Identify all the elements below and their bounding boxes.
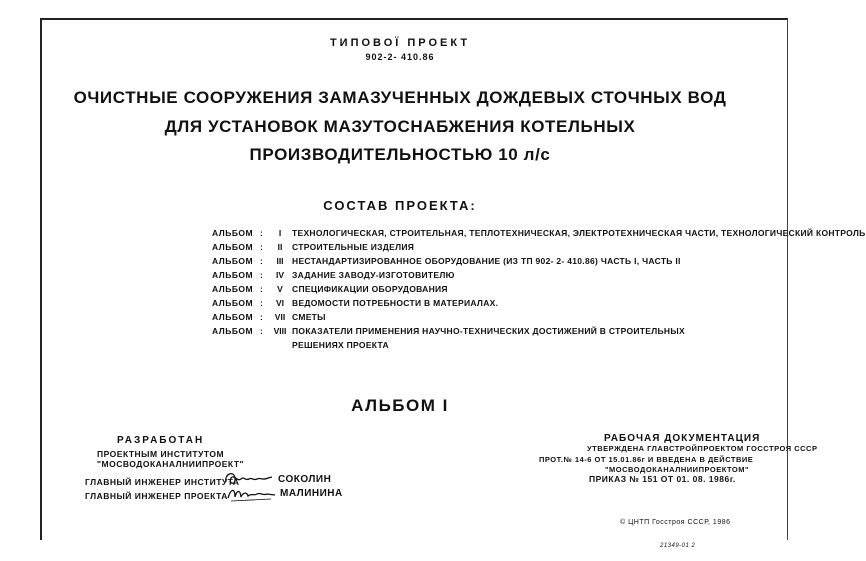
album-word: АЛЬБОМ (212, 312, 254, 322)
album-colon: : (260, 242, 263, 252)
album-number: I (278, 228, 282, 238)
working-docs-line-4: ПРИКАЗ № 151 ОТ 01. 08. 1986г. (589, 474, 736, 484)
album-description: СТРОИТЕЛЬНЫЕ ИЗДЕЛИЯ (292, 242, 415, 252)
album-number: V (277, 284, 283, 294)
album-word: АЛЬБОМ (212, 284, 254, 294)
album-description: ПОКАЗАТЕЛИ ПРИМЕНЕНИЯ НАУЧНО-ТЕХНИЧЕСКИХ ДОСТИЖЕНИЙ В СТРОИТЕЛЬНЫХ (292, 326, 685, 336)
album-description: ЗАДАНИЕ ЗАВОДУ-ИЗГОТОВИТЕЛЮ (292, 270, 455, 280)
album-word: АЛЬБОМ (212, 270, 254, 280)
working-docs-line-2: ПРОТ.№ 14-6 ОТ 15.01.86г И ВВЕДЕНА В ДЕЙСТВИЕ (539, 455, 754, 464)
album-word: АЛЬБОМ (212, 326, 254, 336)
album-colon: : (260, 284, 263, 294)
album-number: VI (275, 298, 285, 308)
working-docs-line-3: "МОСВОДОКАНАЛНИИПРОЕКТОМ" (605, 465, 749, 474)
album-description: СПЕЦИФИКАЦИИ ОБОРУДОВАНИЯ (292, 284, 448, 294)
chief-project-label: ГЛАВНЫЙ ИНЖЕНЕР ПРОЕКТА (85, 491, 228, 501)
project-number: 902-2- 410.86 (365, 52, 435, 62)
album-word: АЛЬБОМ (212, 228, 254, 238)
working-docs-line-1: УТВЕРЖДЕНА ГЛАВСТРОЙПРОЕКТОМ ГОССТРОЯ СССР (587, 444, 818, 453)
album-number: IV (275, 270, 285, 280)
album-colon: : (260, 298, 263, 308)
album-word: АЛЬБОМ (212, 256, 254, 266)
album-description: ТЕХНОЛОГИЧЕСКАЯ, СТРОИТЕЛЬНАЯ, ТЕПЛОТЕХНИЧЕСКАЯ, ЭЛЕКТРОТЕХНИЧЕСКАЯ ЧАСТИ, ТЕХНОЛОГИЧЕСКИЙ КОНТРОЛЬ (292, 228, 866, 238)
album-description: РЕШЕНИЯХ ПРОЕКТА (292, 340, 389, 350)
developed-title: РАЗРАБОТАН (117, 435, 205, 446)
album-colon: : (260, 256, 263, 266)
chief-institute-label: ГЛАВНЫЙ ИНЖЕНЕР ИНСТИТУТА (85, 477, 240, 487)
title-line-3: ПРОИЗВОДИТЕЛЬНОСТЬЮ 10 л/с (249, 145, 551, 164)
footer-code: 21349-01 2 (660, 543, 696, 549)
album-number: VIII (273, 326, 287, 336)
album-colon: : (260, 228, 263, 238)
signature-malinina (225, 484, 277, 509)
album-colon: : (260, 326, 263, 336)
album-word: АЛЬБОМ (212, 242, 254, 252)
project-type: ТИПОВОЇ ПРОЕКТ (329, 37, 471, 49)
album-number: II (277, 242, 283, 252)
chief-institute-name: СОКОЛИН (278, 474, 332, 485)
developed-institute: ПРОЕКТНЫМ ИНСТИТУТОМ (97, 449, 225, 459)
developed-name: "МОСВОДОКАНАЛНИИПРОЕКТ" (97, 459, 245, 469)
album-description: НЕСТАНДАРТИЗИРОВАННОЕ ОБОРУДОВАНИЕ (ИЗ ТП 902- 2- 410.86) ЧАСТЬ I, ЧАСТЬ II (292, 256, 681, 266)
album-description: ВЕДОМОСТИ ПОТРЕБНОСТИ В МАТЕРИАЛАХ. (292, 298, 499, 308)
album-colon: : (260, 270, 263, 280)
chief-project-name: МАЛИНИНА (280, 488, 343, 499)
composition-title: СОСТАВ ПРОЕКТА: (323, 198, 477, 213)
album-description: СМЕТЫ (292, 312, 326, 322)
title-line-1: ОЧИСТНЫЕ СООРУЖЕНИЯ ЗАМАЗУЧЕННЫХ ДОЖДЕВЫХ СТОЧНЫХ ВОД (73, 88, 727, 107)
album-number: III (276, 256, 284, 266)
copyright: © ЦНТП Госстроя СССР, 1986 (620, 519, 731, 526)
album-word: АЛЬБОМ (212, 298, 254, 308)
album-main-title: АЛЬБОМ I (351, 396, 449, 415)
working-docs-title: РАБОЧАЯ ДОКУМЕНТАЦИЯ (604, 433, 761, 444)
album-number: VII (274, 312, 286, 322)
title-line-2: ДЛЯ УСТАНОВОК МАЗУТОСНАБЖЕНИЯ КОТЕЛЬНЫХ (164, 117, 636, 136)
album-colon: : (260, 312, 263, 322)
